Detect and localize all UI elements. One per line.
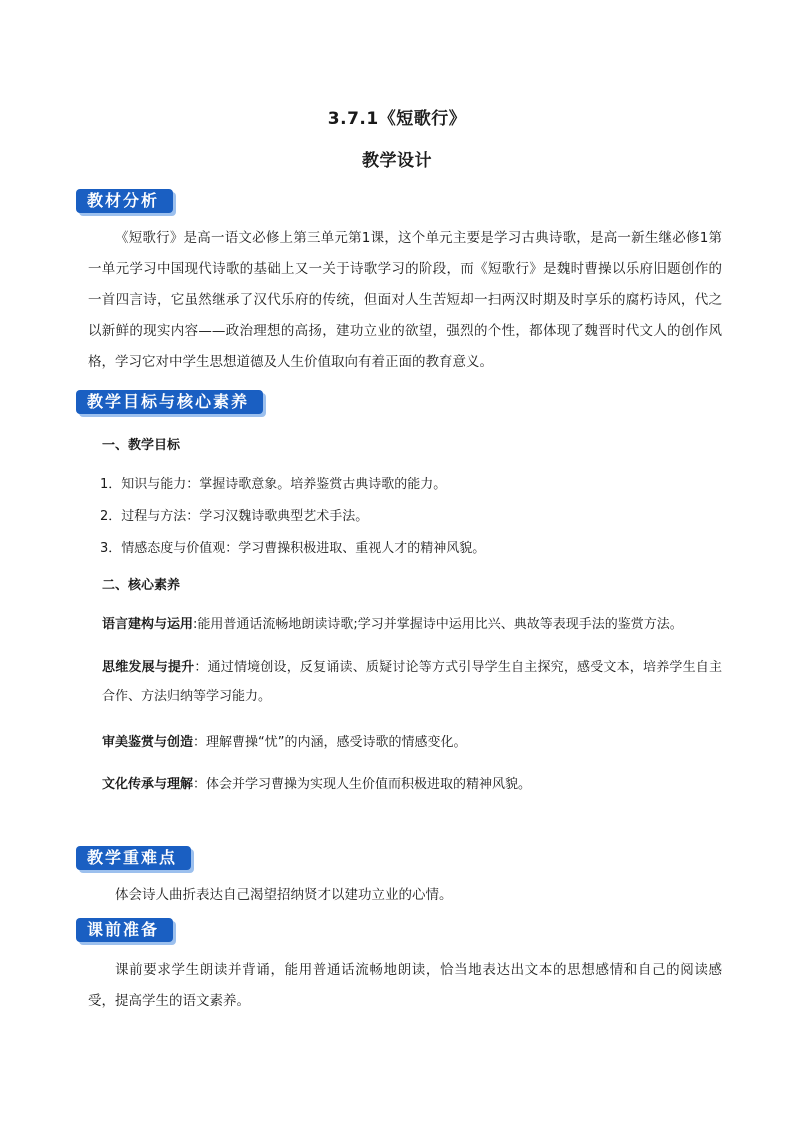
literacy-item-language bbox=[102, 610, 722, 639]
focus-paragraph: 体会诗人曲折表达自己渴望招纳贤才以建功立业的心情。 bbox=[115, 887, 453, 903]
document-subtitle: 教学设计 bbox=[362, 151, 432, 171]
literacy-text: ：通过情境创设，反复诵读、质疑讨论等方式引导学生自主探究，感受文本，培养学生自主合作、方法归纳等学习能力。 bbox=[102, 660, 722, 704]
literacy-label: 思维发展与提升 bbox=[102, 660, 195, 675]
literacy-item-aesthetic bbox=[102, 728, 722, 757]
literacy-heading: 二、核心素养 bbox=[102, 578, 181, 593]
analysis-paragraph: 《短歌行》是高一语文必修上第三单元第1课，这个单元主要是学习古典诗歌，是高一新生继必修1第一单元学习中国现代诗歌的基础上又一关于诗歌学习的阶段，而《短歌行》是魏时曹操以乐府旧题创作的一首四言诗，它虽然继承了汉代乐府的传统，但面对人生苦短却一扫两汉时期及时享乐的腐朽诗风，代之以新鲜的现实内容——政治理想的高扬，建功立业的欲望，强烈的个性，都体现了魏晋时代文人的创作风格，学习它对中学生思想道德及人生价值取向有着正面的教育意义。 bbox=[88, 230, 722, 370]
section-badge-analysis: 教材分析 bbox=[76, 189, 173, 213]
section-badge-goals: 教学目标与核心素养 bbox=[76, 390, 263, 414]
goals-heading: 一、教学目标 bbox=[102, 438, 181, 453]
literacy-item-culture bbox=[102, 770, 722, 799]
prep-paragraph: 课前要求学生朗读并背诵，能用普通话流畅地朗读，恰当地表达出文本的思想感情和自己的阅读感受，提高学生的语文素养。 bbox=[88, 962, 722, 1009]
literacy-label: 审美鉴赏与创造 bbox=[102, 735, 194, 750]
goal-item-2: 2．过程与方法：学习汉魏诗歌典型艺术手法。 bbox=[100, 509, 369, 524]
literacy-label: 语言建构与运用 bbox=[102, 617, 194, 632]
literacy-text: ：理解曹操“忧”的内涵，感受诗歌的情感变化。 bbox=[193, 735, 467, 750]
literacy-label: 文化传承与理解 bbox=[102, 777, 194, 792]
goal-item-3: 3．情感态度与价值观：学习曹操积极进取、重视人才的精神风貌。 bbox=[100, 541, 486, 556]
literacy-text: ：体会并学习曹操为实现人生价值而积极进取的精神风貌。 bbox=[193, 777, 532, 792]
literacy-text: :能用普通话流畅地朗读诗歌;学习并掌握诗中运用比兴、典故等表现手法的鉴赏方法。 bbox=[193, 617, 683, 632]
document-title: 3.7.1《短歌行》 bbox=[327, 109, 467, 129]
goal-item-1: 1．知识与能力：掌握诗歌意象。培养鉴赏古典诗歌的能力。 bbox=[100, 477, 447, 492]
literacy-item-thinking bbox=[102, 653, 722, 711]
section-badge-prep: 课前准备 bbox=[76, 918, 173, 942]
section-badge-focus: 教学重难点 bbox=[76, 846, 191, 870]
